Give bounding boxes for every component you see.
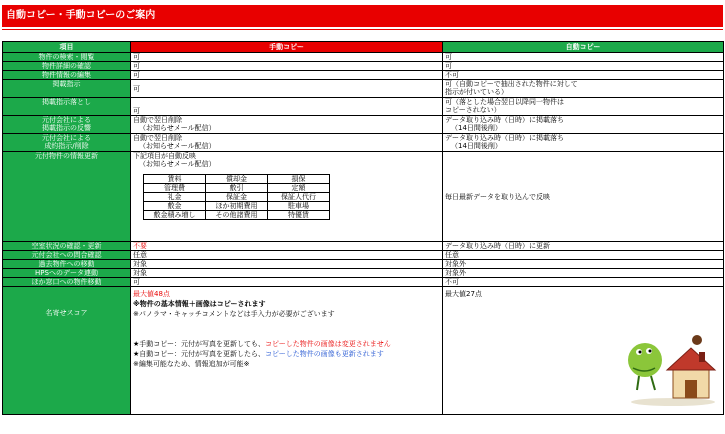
row-label: 名寄せスコア	[3, 287, 131, 415]
table-row	[3, 116, 724, 134]
update-item: 管理費	[144, 184, 206, 193]
auto-cell	[443, 98, 724, 116]
auto-cell: 可	[443, 53, 724, 62]
manual-cell: 可	[131, 278, 443, 287]
manual-cell: 可	[131, 98, 443, 116]
manual-line: 自動で翌日削除	[133, 116, 182, 124]
update-item: 損保	[268, 175, 330, 184]
manual-cell: 可	[131, 62, 443, 71]
page-title: 自動コピー・手動コピーのご案内	[2, 5, 723, 27]
table-row	[3, 98, 724, 116]
manual-cell	[131, 134, 443, 152]
auto-max-score: 最大値27点	[445, 290, 482, 298]
row-label: 物件詳細の確認	[3, 62, 131, 71]
row-label-line: 元付会社による	[42, 116, 91, 124]
manual-cell	[131, 152, 443, 242]
header-manual: 手動コピー	[131, 42, 443, 53]
auto-line: 指示が付いている）	[445, 88, 508, 96]
auto-line: （14日間後削）	[451, 142, 502, 150]
row-label-line: 元付会社による	[42, 134, 91, 142]
update-item: 敷引	[206, 184, 268, 193]
update-item: ほか初期費用	[206, 202, 268, 211]
manual-line: 下記項目が自動反映	[133, 152, 196, 160]
star-text: ★自動コピー：元付が写真を更新したら、	[133, 350, 265, 358]
manual-line: （お知らせメール配信）	[139, 142, 216, 150]
manual-cell	[131, 287, 443, 415]
manual-cell	[131, 116, 443, 134]
comparison-table	[2, 41, 724, 415]
row-label	[3, 134, 131, 152]
update-items-table	[143, 174, 330, 220]
manual-cell: 任意	[131, 251, 443, 260]
update-item: 賃料	[144, 175, 206, 184]
update-item: 定額	[268, 184, 330, 193]
auto-cell	[443, 287, 724, 415]
manual-star-line	[133, 340, 440, 348]
update-item: 保証金	[206, 193, 268, 202]
table-row	[3, 287, 724, 415]
update-item: 特優賃	[268, 211, 330, 220]
auto-cell	[443, 134, 724, 152]
header-auto: 自動コピー	[443, 42, 724, 53]
auto-cell: 毎日最新データを取り込んで反映	[443, 152, 724, 242]
table-row	[3, 278, 724, 287]
row-label: ほか窓口への物件移動	[3, 278, 131, 287]
update-item: 敷金	[144, 202, 206, 211]
row-label: 掲載指示落とし	[3, 98, 131, 116]
table-row	[3, 80, 724, 98]
row-label: 物件の検索・閲覧	[3, 53, 131, 62]
manual-note: ※パノラマ・キャッチコメントなどは手入力が必要がございます	[133, 310, 335, 318]
manual-cell: 可	[131, 71, 443, 80]
row-label: HPSへのデータ連動	[3, 269, 131, 278]
row-label: 空室状況の確認・更新	[3, 242, 131, 251]
star-highlight: コピーした物件の画像も更新されます	[265, 350, 384, 358]
update-item: 礼金	[144, 193, 206, 202]
table-row	[3, 134, 724, 152]
manual-cell: 可	[131, 80, 443, 98]
auto-cell: 任意	[443, 251, 724, 260]
auto-line: （14日間後削）	[451, 124, 502, 132]
manual-line: （お知らせメール配信）	[139, 160, 216, 168]
manual-note: ※物件の基本情報＋画像はコピーされます	[133, 300, 266, 308]
auto-line: 可（落とした場合翌日以降同一物件は	[445, 98, 564, 106]
row-label-line: 掲載指示の反響	[42, 124, 91, 132]
auto-line: コピーされない）	[445, 106, 501, 114]
table-row	[3, 152, 724, 242]
auto-cell: 可	[443, 62, 724, 71]
header-item: 項目	[3, 42, 131, 53]
character-house-illustration	[625, 324, 717, 408]
manual-star-line: ※編集可能なため、情報追加が可能※	[133, 360, 250, 368]
table-row	[3, 53, 724, 62]
auto-cell: 不可	[443, 278, 724, 287]
row-label: 物件情報の編集	[3, 71, 131, 80]
table-row	[3, 269, 724, 278]
row-label: 過去物件への移動	[3, 260, 131, 269]
update-item: 保証人代行	[268, 193, 330, 202]
update-item: 駐車場	[268, 202, 330, 211]
manual-line: 自動で翌日削除	[133, 134, 182, 142]
auto-line: データ取り込み時（日時）に掲載落ち	[445, 134, 564, 142]
manual-cell: 対象	[131, 260, 443, 269]
update-item: その他諸費用	[206, 211, 268, 220]
star-text: ★手動コピー：元付が写真を更新しても、	[133, 340, 265, 348]
update-item: 償却金	[206, 175, 268, 184]
table-row	[3, 71, 724, 80]
manual-line: （お知らせメール配信）	[139, 124, 216, 132]
table-row	[3, 242, 724, 251]
auto-cell: データ取り込み時（日時）に更新	[443, 242, 724, 251]
auto-cell: 対象外	[443, 260, 724, 269]
manual-star-line	[133, 350, 440, 358]
manual-cell: 可	[131, 53, 443, 62]
row-label-line: 成約指示/削除	[44, 142, 89, 150]
manual-max-score: 最大値48点	[133, 290, 170, 298]
update-item: 敷金積み増し	[144, 211, 206, 220]
row-label: 元付物件の情報更新	[3, 152, 131, 242]
manual-cell: 対象	[131, 269, 443, 278]
table-row	[3, 251, 724, 260]
table-row	[3, 260, 724, 269]
auto-line: データ取り込み時（日時）に掲載落ち	[445, 116, 564, 124]
star-highlight: コピーした物件の画像は変更されません	[265, 340, 391, 348]
row-label	[3, 116, 131, 134]
auto-cell	[443, 116, 724, 134]
table-row	[3, 62, 724, 71]
auto-cell	[443, 80, 724, 98]
title-divider	[2, 29, 723, 30]
row-label: 掲載指示	[3, 80, 131, 98]
row-label: 元付会社への問合確認	[3, 251, 131, 260]
auto-cell: 不可	[443, 71, 724, 80]
manual-cell: 不要	[131, 242, 443, 251]
auto-line: 可（自動コピーで抽出された物件に対して	[445, 80, 578, 88]
auto-cell: 対象外	[443, 269, 724, 278]
